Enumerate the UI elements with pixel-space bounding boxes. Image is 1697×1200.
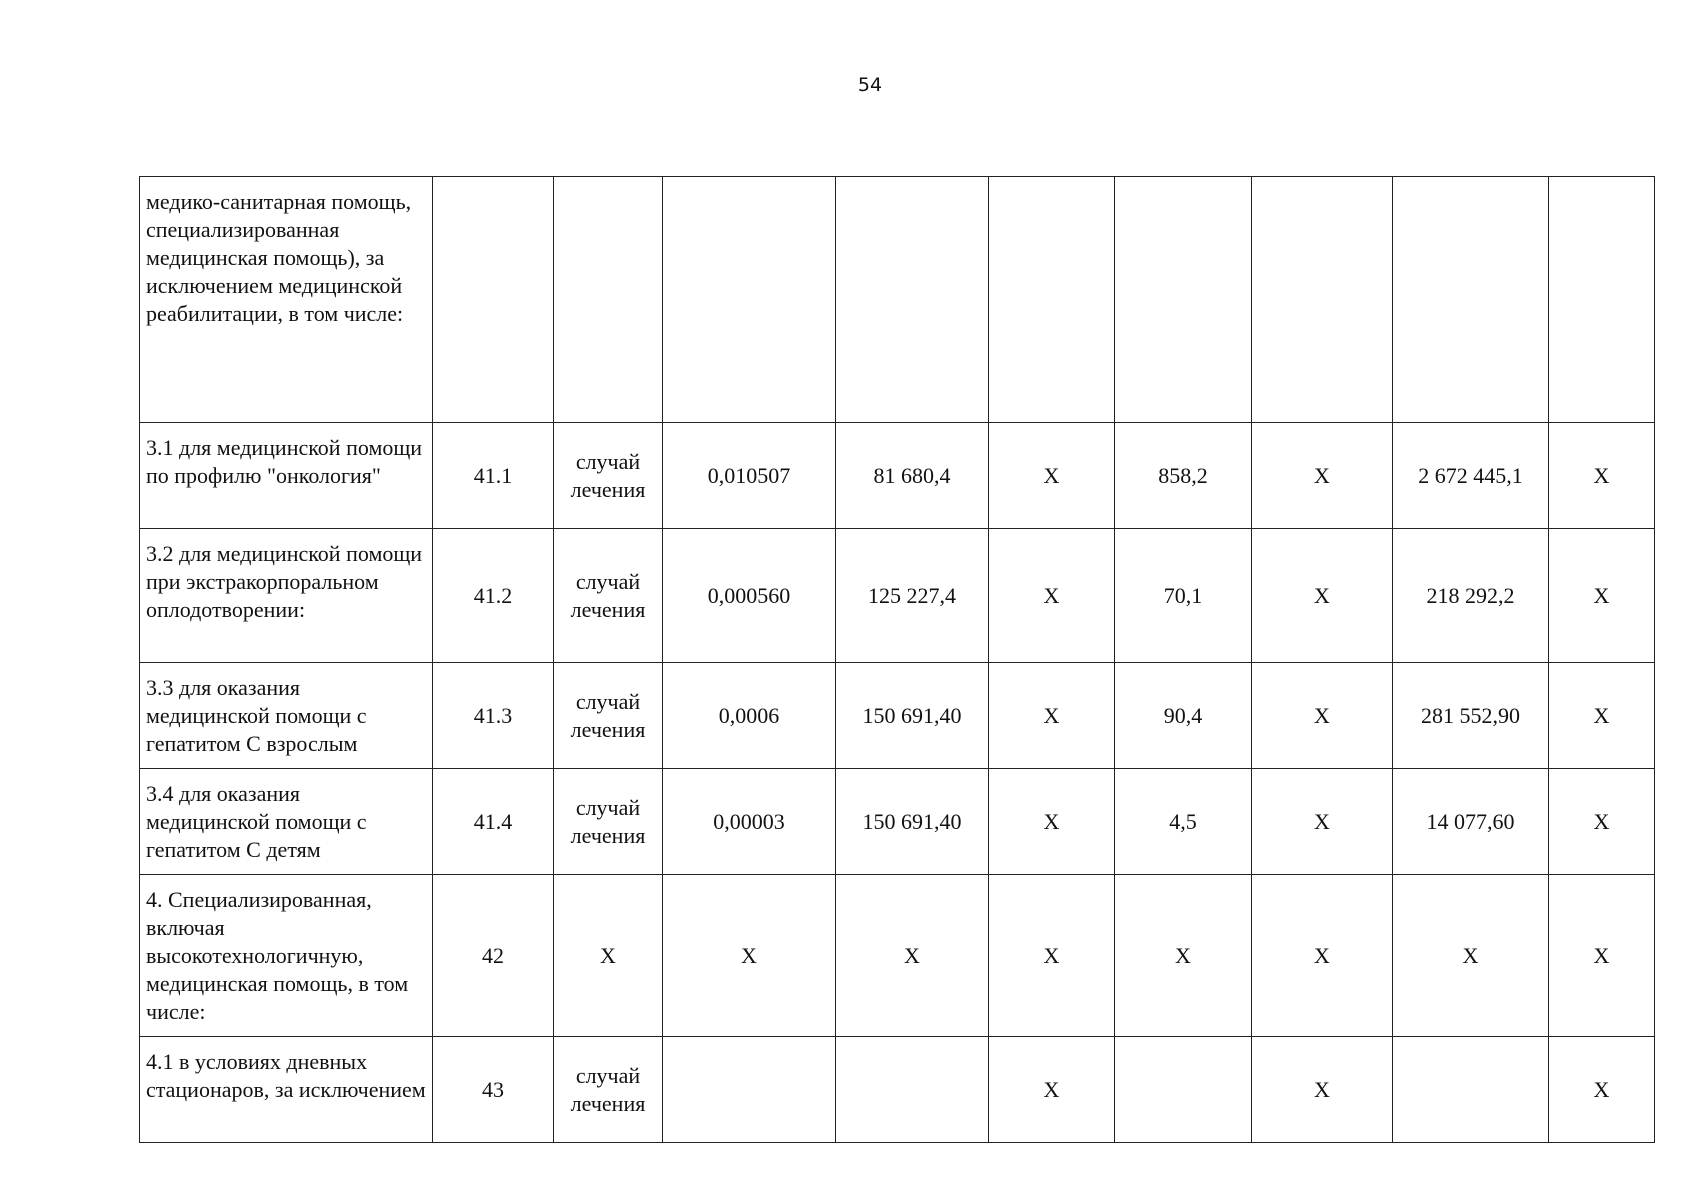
table-cell: X — [989, 663, 1115, 769]
row-number: 41.2 — [433, 529, 554, 663]
unit-cell: случай лечения — [554, 423, 663, 529]
row-number: 41.4 — [433, 769, 554, 875]
table-cell: X — [1549, 529, 1655, 663]
table-cell: X — [1252, 529, 1393, 663]
table-cell — [663, 1037, 836, 1143]
table-cell: 90,4 — [1115, 663, 1252, 769]
table-cell — [836, 1037, 989, 1143]
row-label: 4. Специализированная, включая высокотехнологичную, медицинская помощь, в том числе: — [140, 875, 433, 1037]
table-cell: X — [989, 529, 1115, 663]
table-cell: 150 691,40 — [836, 769, 989, 875]
table-cell: X — [663, 875, 836, 1037]
table-cell: 81 680,4 — [836, 423, 989, 529]
row-number: 41.3 — [433, 663, 554, 769]
unit-cell: случай лечения — [554, 529, 663, 663]
unit-cell: случай лечения — [554, 1037, 663, 1143]
table-cell: 0,0006 — [663, 663, 836, 769]
table-cell: X — [989, 875, 1115, 1037]
row-number: 41.1 — [433, 423, 554, 529]
table-cell — [663, 177, 836, 423]
row-label: 3.3 для оказания медицинской помощи с гепатитом С взрослым — [140, 663, 433, 769]
table-row — [140, 769, 1655, 875]
table-cell: X — [1252, 1037, 1393, 1143]
unit-cell: случай лечения — [554, 769, 663, 875]
table-cell — [836, 177, 989, 423]
table-cell: X — [1549, 769, 1655, 875]
table-cell: 218 292,2 — [1393, 529, 1549, 663]
table-row — [140, 529, 1655, 663]
table-cell: 0,000560 — [663, 529, 836, 663]
table-cell: X — [1393, 875, 1549, 1037]
table-cell: 0,010507 — [663, 423, 836, 529]
row-label: 3.2 для медицинской помощи при экстракорпоральном оплодотворении: — [140, 529, 433, 663]
table-row — [140, 423, 1655, 529]
table-cell: X — [989, 423, 1115, 529]
table-cell: 14 077,60 — [1393, 769, 1549, 875]
unit-cell: X — [554, 875, 663, 1037]
table-cell: X — [1252, 769, 1393, 875]
table-cell — [1115, 177, 1252, 423]
table-cell: X — [1252, 663, 1393, 769]
table-cell: X — [1549, 1037, 1655, 1143]
table-cell — [1393, 1037, 1549, 1143]
table-row — [140, 663, 1655, 769]
table-cell: 70,1 — [1115, 529, 1252, 663]
table-cell: X — [1549, 663, 1655, 769]
page-number: 54 — [857, 74, 883, 96]
table-cell: X — [1252, 423, 1393, 529]
table-cell — [1115, 1037, 1252, 1143]
table-cell: X — [989, 769, 1115, 875]
row-number: 43 — [433, 1037, 554, 1143]
table-cell: 281 552,90 — [1393, 663, 1549, 769]
row-label: 3.1 для медицинской помощи по профилю "онкология" — [140, 423, 433, 529]
table-cell — [1393, 177, 1549, 423]
table-cell — [1252, 177, 1393, 423]
row-number — [433, 177, 554, 423]
table-cell: 2 672 445,1 — [1393, 423, 1549, 529]
table-row — [140, 177, 1655, 423]
unit-cell: случай лечения — [554, 663, 663, 769]
table-cell: 858,2 — [1115, 423, 1252, 529]
table-cell: X — [836, 875, 989, 1037]
table-row — [140, 1037, 1655, 1143]
table-cell: X — [1252, 875, 1393, 1037]
table-cell — [989, 177, 1115, 423]
table-cell: 0,00003 — [663, 769, 836, 875]
row-label: медико-санитарная помощь, специализированная медицинская помощь), за исключением медицинской реабилитации, в том числе: — [140, 177, 433, 423]
row-label: 4.1 в условиях дневных стационаров, за исключением — [140, 1037, 433, 1143]
table-cell: X — [1549, 423, 1655, 529]
table-cell: X — [989, 1037, 1115, 1143]
row-number: 42 — [433, 875, 554, 1037]
table-row — [140, 875, 1655, 1037]
table-cell: X — [1115, 875, 1252, 1037]
table-cell: 125 227,4 — [836, 529, 989, 663]
table-cell: 4,5 — [1115, 769, 1252, 875]
table-cell — [1549, 177, 1655, 423]
table-cell: 150 691,40 — [836, 663, 989, 769]
row-label: 3.4 для оказания медицинской помощи с гепатитом С детям — [140, 769, 433, 875]
unit-cell — [554, 177, 663, 423]
table-cell: X — [1549, 875, 1655, 1037]
data-table — [139, 176, 1655, 1143]
